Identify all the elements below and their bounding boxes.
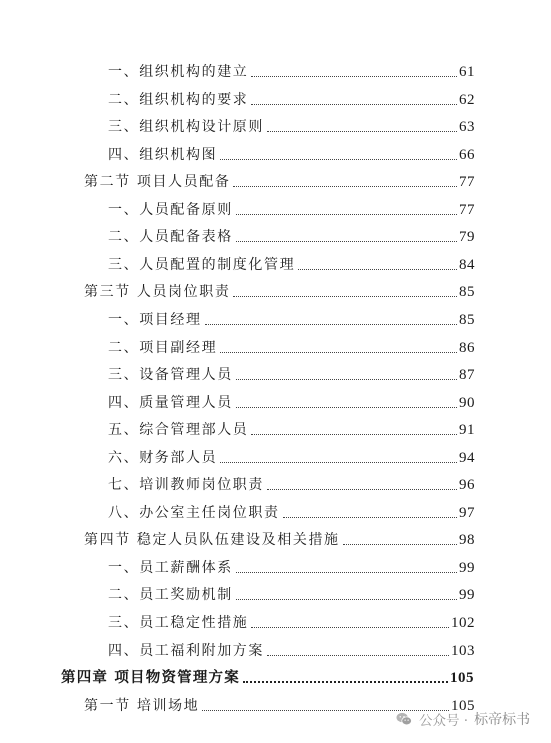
toc-leader-dots <box>283 517 457 518</box>
toc-entry <box>108 420 475 440</box>
toc-entry <box>108 227 475 247</box>
toc-entry-label: 三、员工稳定性措施 <box>108 615 249 631</box>
toc-entry <box>108 338 475 358</box>
toc-entry-page: 102 <box>451 615 475 631</box>
toc-leader-dots <box>251 627 449 628</box>
toc-entry-label: 一、员工薪酬体系 <box>108 560 233 576</box>
toc-entry <box>108 200 475 220</box>
toc-entry-label: 七、培训教师岗位职责 <box>108 477 264 493</box>
toc-entry <box>84 172 475 192</box>
toc-entry-page: 77 <box>459 202 475 218</box>
toc-entry-page: 85 <box>459 312 475 328</box>
toc-entry-page: 99 <box>459 587 475 603</box>
toc-entry-page: 79 <box>459 229 475 245</box>
toc-entry-label: 四、员工福利附加方案 <box>108 643 264 659</box>
toc-entry <box>108 310 475 330</box>
toc-entry <box>84 530 475 550</box>
toc-entry-page: 99 <box>459 560 475 576</box>
toc-leader-dots <box>205 324 457 325</box>
toc-entry <box>108 475 475 495</box>
toc-entry-page: 97 <box>459 505 475 521</box>
toc-leader-dots <box>236 379 457 380</box>
toc-entry-label: 第四节 稳定人员队伍建设及相关措施 <box>84 532 340 548</box>
toc-leader-dots <box>220 159 457 160</box>
toc-leader-dots <box>233 186 457 187</box>
watermark <box>395 706 530 732</box>
toc-entry-page: 66 <box>459 147 475 163</box>
toc-entry-label: 第三节 人员岗位职责 <box>84 284 231 300</box>
toc-entry-label: 八、办公室主任岗位职责 <box>108 505 280 521</box>
toc-leader-dots <box>298 269 457 270</box>
toc-entry <box>108 365 475 385</box>
toc-entry <box>108 448 475 468</box>
toc-leader-dots <box>251 104 457 105</box>
toc-leader-dots <box>267 131 457 132</box>
toc-entry-page: 90 <box>459 395 475 411</box>
toc-entry-label: 三、人员配置的制度化管理 <box>108 257 296 273</box>
toc-entry-label: 三、组织机构设计原则 <box>108 119 264 135</box>
toc-entry <box>108 393 475 413</box>
toc-entry-page: 96 <box>459 477 475 493</box>
toc-leader-dots <box>236 241 457 242</box>
toc-leader-dots <box>220 462 457 463</box>
toc-entry <box>108 585 475 605</box>
toc-entry-label: 一、组织机构的建立 <box>108 64 249 80</box>
toc-entry-label: 二、员工奖励机制 <box>108 587 233 603</box>
toc-entry-label: 五、综合管理部人员 <box>108 422 249 438</box>
toc-leader-dots <box>267 655 449 656</box>
toc-entry-label: 二、项目副经理 <box>108 340 218 356</box>
toc-entry <box>108 558 475 578</box>
toc-leader-dots <box>233 296 457 297</box>
toc-entry-page: 105 <box>451 698 475 714</box>
toc-entry-label: 四、质量管理人员 <box>108 395 233 411</box>
toc-entry <box>108 62 475 82</box>
toc-entry-page: 94 <box>459 450 475 466</box>
toc-entry-page: 62 <box>459 92 475 108</box>
toc-entry-label: 第二节 项目人员配备 <box>84 174 231 190</box>
toc-leader-dots <box>267 489 457 490</box>
toc-entry-label: 二、组织机构的要求 <box>108 92 249 108</box>
toc-entry-page: 87 <box>459 367 475 383</box>
toc-leader-dots <box>251 76 457 77</box>
toc-entry-label: 一、项目经理 <box>108 312 202 328</box>
toc-entry-page: 98 <box>459 532 475 548</box>
toc-entry <box>108 641 475 661</box>
toc-leader-dots <box>220 352 457 353</box>
toc-entry-page: 77 <box>459 174 475 190</box>
toc-entry <box>61 668 474 688</box>
toc-entry <box>108 117 475 137</box>
toc-entry <box>108 613 475 633</box>
toc-leader-dots <box>251 434 457 435</box>
toc-leader-dots <box>236 407 457 408</box>
toc-entry <box>108 90 475 110</box>
wechat-icon <box>395 710 413 728</box>
toc-entry <box>108 255 475 275</box>
toc-entry-page: 91 <box>459 422 475 438</box>
toc-entry-label: 二、人员配备表格 <box>108 229 233 245</box>
toc-entry-page: 103 <box>451 643 475 659</box>
toc-leader-dots <box>236 599 457 600</box>
toc-entry <box>84 282 475 302</box>
toc-leader-dots <box>236 214 457 215</box>
toc-entry-page: 61 <box>459 64 475 80</box>
toc-leader-dots <box>236 572 457 573</box>
toc-entry-page: 63 <box>459 119 475 135</box>
toc-leader-dots <box>243 681 448 683</box>
toc-leader-dots <box>343 544 457 545</box>
toc-entry-page: 105 <box>450 670 474 686</box>
toc-entry-label: 一、人员配备原则 <box>108 202 233 218</box>
toc-entry <box>108 145 475 165</box>
toc-entry-page: 86 <box>459 340 475 356</box>
toc-entry-label: 三、设备管理人员 <box>108 367 233 383</box>
toc-entry-label: 第四章 项目物资管理方案 <box>61 669 240 686</box>
toc-entry <box>108 503 475 523</box>
toc-entry-page: 84 <box>459 257 475 273</box>
toc-entry-label: 六、财务部人员 <box>108 450 218 466</box>
toc-entry-page: 85 <box>459 284 475 300</box>
toc-entry-label: 第一节 培训场地 <box>84 698 200 714</box>
watermark-name: 标帝标书 <box>474 712 531 728</box>
toc-entry-label: 四、组织机构图 <box>108 147 218 163</box>
watermark-prefix: 公众号 · <box>419 713 469 729</box>
